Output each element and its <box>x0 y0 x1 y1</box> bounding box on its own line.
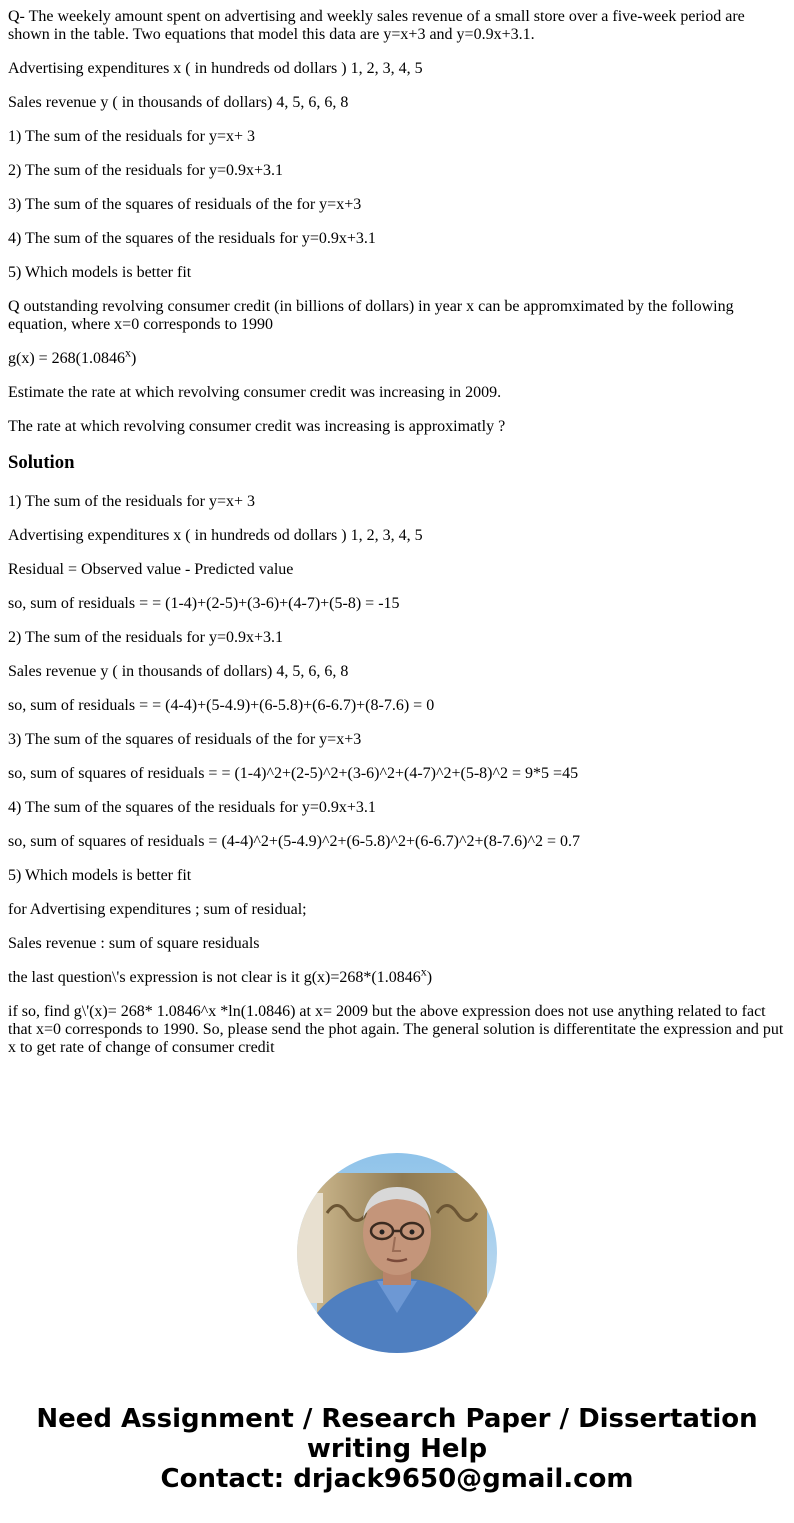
last-question-base: the last question\'s expression is not clear is it g(x)=268*(1.0846 <box>8 969 421 986</box>
solution-line: for Advertising expenditures ; sum of residual; <box>8 901 307 918</box>
question-intro: Q- The weekely amount spent on advertising and weekly sales revenue of a small store over a five-week period are shown in the table. Two equations that model this data are y=x+3 and y=0.9x+3.1. <box>8 8 745 43</box>
avatar <box>297 1153 497 1353</box>
equation-exponent: x <box>125 345 132 360</box>
solution-heading: Solution <box>8 452 75 473</box>
footer-banner <box>0 1404 794 1494</box>
solution-line: Residual = Observed value - Predicted value <box>8 561 294 578</box>
solution-line: so, sum of residuals = = (4-4)+(5-4.9)+(6-5.8)+(6-6.7)+(8-7.6) = 0 <box>8 697 435 714</box>
sales-row: Sales revenue y ( in thousands of dollars) 4, 5, 6, 6, 8 <box>8 94 349 111</box>
footer-contact: Contact: drjack9650@gmail.com <box>160 1464 634 1494</box>
solution-line: 2) The sum of the residuals for y=0.9x+3.1 <box>8 629 284 646</box>
equation-close: ) <box>131 350 137 367</box>
solution-line: so, sum of residuals = = (1-4)+(2-5)+(3-6)+(4-7)+(5-8) = -15 <box>8 595 400 612</box>
footer-line: writing Help <box>306 1434 488 1464</box>
final-note: if so, find g\'(x)= 268* 1.0846^x *ln(1.0846) at x= 2009 but the above expression does not use anything related to fact that x=0 corresponds to 1990. So, please send the phot again. The general solution is differentitate the expression and put x to get rate of change of consumer credit <box>8 1003 784 1056</box>
credit-intro: Q outstanding revolving consumer credit (in billions of dollars) in year x can be appromximated by the following equation, where x=0 corresponds to 1990 <box>8 298 734 333</box>
solution-line: 1) The sum of the residuals for y=x+ 3 <box>8 493 256 510</box>
question-item: 1) The sum of the residuals for y=x+ 3 <box>8 128 256 145</box>
solution-line: so, sum of squares of residuals = (4-4)^2+(5-4.9)^2+(6-5.8)^2+(6-6.7)^2+(8-7.6)^2 = 0.7 <box>8 833 581 850</box>
last-question-close: ) <box>426 969 433 986</box>
solution-line: so, sum of squares of residuals = = (1-4)^2+(2-5)^2+(3-6)^2+(4-7)^2+(5-8)^2 = 9*5 =45 <box>8 765 579 782</box>
question-item: 2) The sum of the residuals for y=0.9x+3.1 <box>8 162 284 179</box>
solution-line: 5) Which models is better fit <box>8 867 192 884</box>
question-item: 3) The sum of the squares of residuals of the for y=x+3 <box>8 196 362 213</box>
solution-line: 3) The sum of the squares of residuals of the for y=x+3 <box>8 731 362 748</box>
credit-equation <box>8 345 786 368</box>
footer-line: Need Assignment / Research Paper / Dissertation <box>36 1404 758 1434</box>
last-question-line <box>8 964 786 987</box>
equation-base: g(x) = 268(1.0846 <box>8 350 126 367</box>
solution-line: Advertising expenditures x ( in hundreds od dollars ) 1, 2, 3, 4, 5 <box>8 527 423 544</box>
solution-line: 4) The sum of the squares of the residuals for y=0.9x+3.1 <box>8 799 376 816</box>
advertising-row: Advertising expenditures x ( in hundreds od dollars ) 1, 2, 3, 4, 5 <box>8 60 423 77</box>
estimate-question: Estimate the rate at which revolving consumer credit was increasing in 2009. <box>8 384 502 401</box>
avatar-portrait-image <box>297 1153 497 1353</box>
solution-line: Sales revenue y ( in thousands of dollars) 4, 5, 6, 6, 8 <box>8 663 349 680</box>
solution-line: Sales revenue : sum of square residuals <box>8 935 260 952</box>
rate-question: The rate at which revolving consumer credit was increasing is approximatly ? <box>8 418 506 435</box>
last-question-exponent: x <box>420 964 427 979</box>
question-item: 4) The sum of the squares of the residuals for y=0.9x+3.1 <box>8 230 376 247</box>
question-item: 5) Which models is better fit <box>8 264 192 281</box>
